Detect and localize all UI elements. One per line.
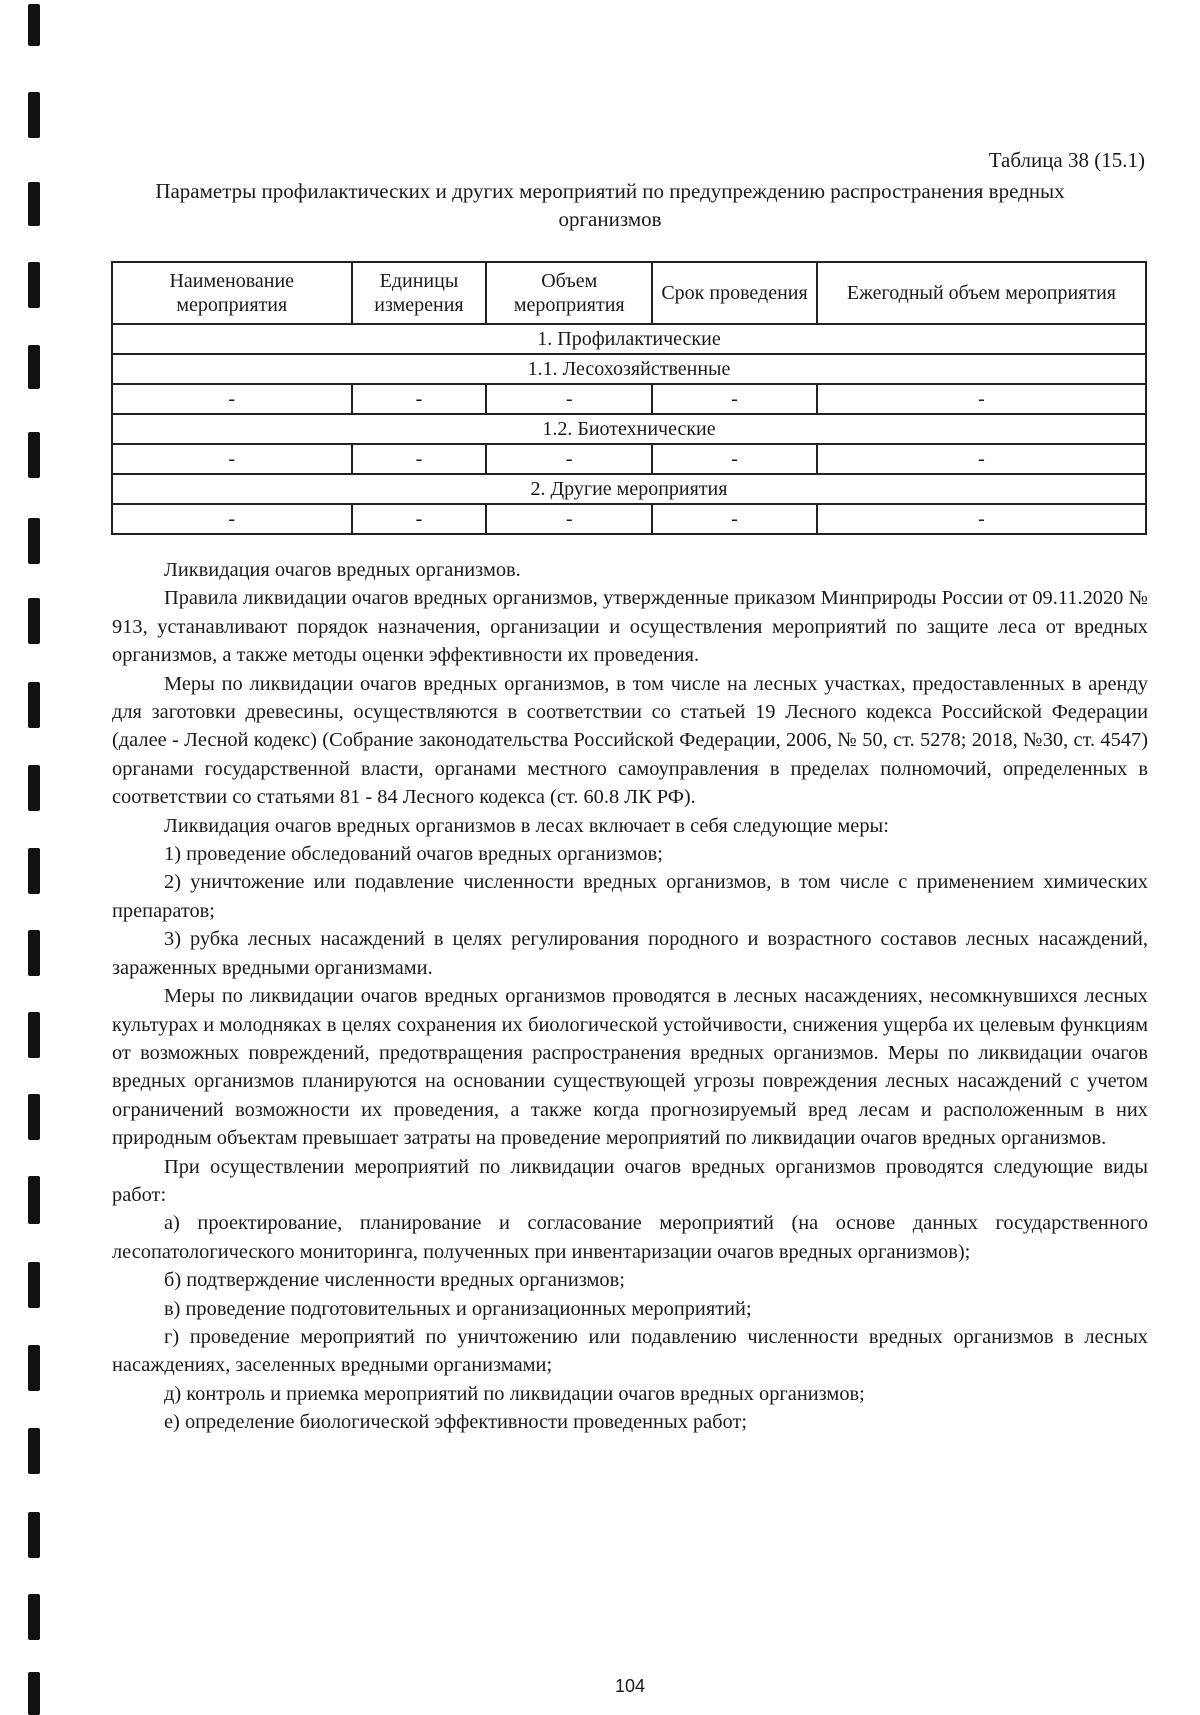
table-title: Параметры профилактических и других мероприятий по предупреждению распространения вредных организмов	[155, 179, 1065, 231]
list-item: а) проектирование, планирование и согласование мероприятий (на основе данных государственного лесопатологического мониторинга, полученных при инвентаризации очагов вредных организмов);	[112, 1212, 1148, 1263]
table-cell: -	[817, 384, 1146, 414]
paragraph: Правила ликвидации очагов вредных организмов, утвержденные приказом Минприроды России от 09.11.2020 № 913, устанавливают порядок назначения, организации и осуществления мероприятий по защите леса от вредных организмов, а также методы оценки эффективности их проведения.	[112, 587, 1148, 667]
table-row	[112, 384, 1146, 414]
binding-mark	[28, 92, 40, 138]
binding-mark	[28, 1428, 40, 1474]
binding-mark	[28, 848, 40, 894]
paragraph: Ликвидация очагов вредных организмов.	[164, 559, 521, 581]
binding-mark	[28, 1512, 40, 1558]
binding-holes	[0, 0, 60, 1715]
header-cell: Срок проведения	[652, 262, 817, 324]
binding-mark	[28, 432, 40, 478]
table-cell: -	[817, 444, 1146, 474]
table-header-row	[112, 262, 1146, 324]
table-cell: -	[486, 504, 652, 534]
list-item: е) определение биологической эффективности проведенных работ;	[164, 1411, 748, 1434]
table-row	[112, 504, 1146, 534]
header-cell: Ежегодный объем мероприятия	[817, 262, 1146, 324]
section-title: 1. Профилактические	[112, 324, 1146, 354]
paragraph: Меры по ликвидации очагов вредных организмов, в том числе на лесных участках, предоставленных в аренду для заготовки древесины, осуществляются в соответствии со статьей 19 Лесного кодекса Российской Федерации (далее - Лесной кодекс) (Собрание законодательства Российской Федерации, 2006, № 50, ст. 5278; 2018, №30, ст. 4547) органами государственной власти, органами местного самоуправления в пределах полномочий, определенных в соответствии со статьями 81 - 84 Лесного кодекса (ст. 60.8 ЛК РФ).	[112, 672, 1148, 809]
subsection-title: 1.2. Биотехнические	[112, 414, 1146, 444]
table-cell: -	[652, 504, 817, 534]
binding-mark	[28, 1012, 40, 1058]
list-item: г) проведение мероприятий по уничтожению или подавлению численности вредных организмов в лесных насаждениях, заселенных вредными организмами;	[112, 1325, 1148, 1377]
binding-mark	[28, 1094, 40, 1140]
paragraph: Меры по ликвидации очагов вредных организмов проводятся в лесных насаждениях, несомкнувшихся лесных культурах и молодняках в целях сохранения их биологической устойчивости, снижения ущерба их целевым функциям от возможных повреждений, предотвращения распространения вредных организмов. Меры по ликвидации очагов вредных организмов планируются на основании существующей угрозы повреждения лесных насаждений с учетом ограничений возможности их проведения, а также когда прогнозируемый вред лесам и расположенным в них природным объектам превышает затраты на проведение мероприятий по ликвидации очагов вредных организмов.	[112, 985, 1148, 1150]
subsection-row	[112, 354, 1146, 384]
table-cell: -	[652, 444, 817, 474]
section-row	[112, 474, 1146, 504]
binding-mark	[28, 182, 40, 226]
binding-mark	[28, 1262, 40, 1308]
binding-mark	[28, 4, 40, 46]
table-cell: -	[352, 444, 487, 474]
paragraph: При осуществлении мероприятий по ликвидации очагов вредных организмов проводятся следующие виды работ:	[112, 1155, 1148, 1206]
parameters-table	[111, 261, 1147, 535]
table-cell: -	[817, 504, 1146, 534]
binding-mark	[28, 262, 40, 308]
page-number: 104	[614, 1676, 646, 1696]
body-text	[112, 556, 1148, 1437]
binding-mark	[28, 1594, 40, 1640]
table-number: Таблица 38 (15.1)	[988, 148, 1145, 172]
binding-mark	[28, 930, 40, 976]
binding-mark	[28, 1345, 40, 1391]
subsection-title: 1.1. Лесохозяйственные	[112, 354, 1146, 384]
subsection-row	[112, 414, 1146, 444]
paragraph: Ликвидация очагов вредных организмов в лесах включает в себя следующие меры:	[164, 814, 889, 837]
binding-mark	[28, 765, 40, 811]
list-item: в) проведение подготовительных и организационных мероприятий;	[164, 1297, 752, 1320]
section-row	[112, 324, 1146, 354]
table-row	[112, 444, 1146, 474]
table-cell: -	[352, 504, 487, 534]
table-cell: -	[652, 384, 817, 414]
section-title: 2. Другие мероприятия	[112, 474, 1146, 504]
table-cell: -	[486, 384, 652, 414]
table-cell: -	[352, 384, 487, 414]
table-cell: -	[112, 384, 352, 414]
list-item: д) контроль и приемка мероприятий по ликвидации очагов вредных организмов;	[164, 1382, 865, 1405]
header-cell: Объем мероприятия	[486, 262, 652, 324]
binding-mark	[28, 345, 40, 389]
list-item: 2) уничтожение или подавление численности вредных организмов, в том числе с применением химических препаратов;	[112, 871, 1148, 922]
list-item: 1) проведение обследований очагов вредных организмов;	[164, 843, 663, 866]
table-cell: -	[112, 444, 352, 474]
header-cell: Единицы измерения	[352, 262, 487, 324]
binding-mark	[28, 518, 40, 564]
binding-mark	[28, 1176, 40, 1224]
list-item: б) подтверждение численности вредных организмов;	[164, 1269, 625, 1292]
binding-mark	[28, 682, 40, 728]
list-item: 3) рубка лесных насаждений в целях регулирования породного и возрастного составов лесных насаждений, зараженных вредными организмами.	[112, 928, 1148, 979]
table-cell: -	[486, 444, 652, 474]
table-cell: -	[112, 504, 352, 534]
header-cell: Наименование мероприятия	[112, 262, 352, 324]
binding-mark	[28, 598, 40, 644]
